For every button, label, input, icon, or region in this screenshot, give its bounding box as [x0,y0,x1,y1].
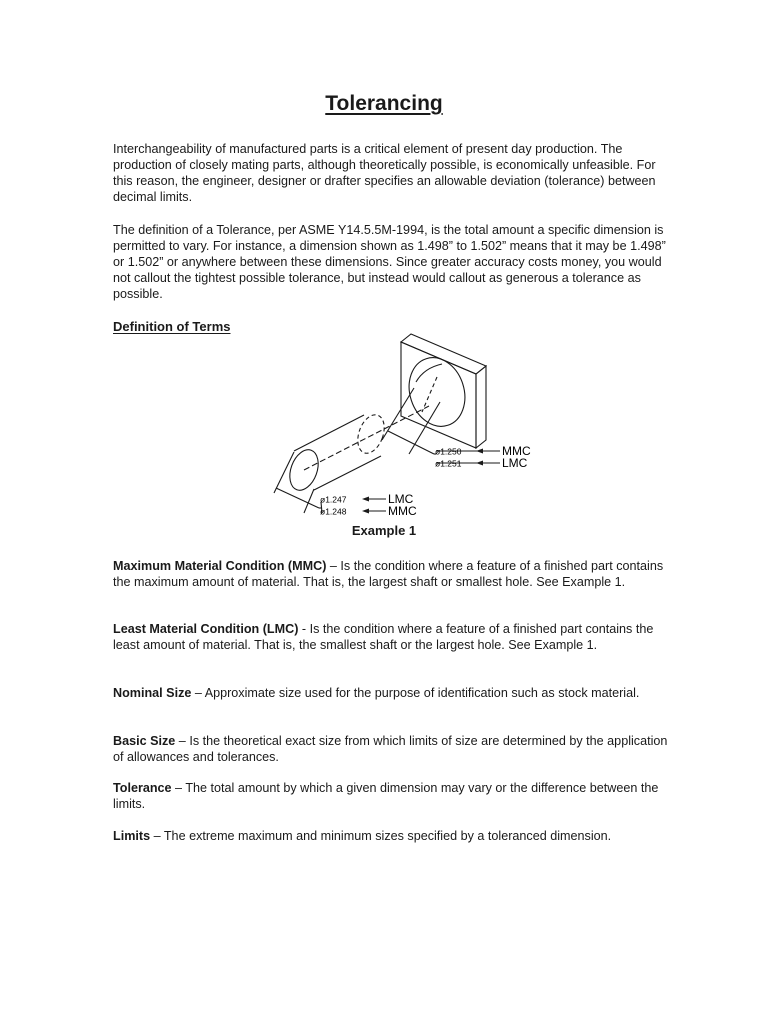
term-lmc-name: Least Material Condition (LMC) [113,622,299,636]
section-heading-definitions: Definition of Terms [113,319,231,334]
term-limits-name: Limits [113,829,151,843]
term-nominal-size-definition: – Approximate size used for the purpose of identification such as stock material. [191,686,640,700]
term-basic-size-definition: – Is the theoretical exact size from which limits of size are determined by the application of allowances and tolerances. [113,734,668,764]
leader-arrows [366,451,500,511]
term-basic-size-name: Basic Size [113,734,176,748]
hole-dim-2-value: ø1.251 [435,458,462,469]
plate-block [401,334,486,448]
shaft-dim-1-value: ø1.247 [320,494,347,505]
term-mmc-definition: – Is the condition where a feature of a finished part contains the maximum amount of material. That is, the largest shaft or smallest hole. See Example 1. [113,559,664,589]
shaft-dim-2-label: MMC [388,504,417,518]
shaft-dim-1-label: LMC [388,492,414,506]
hole-dim-2-label: LMC [502,456,528,470]
shaft-hole-illustration [264,330,554,530]
intro-paragraph-1: Interchangeability of manufactured parts is a critical element of present day production. The production of closely mating parts, although theoretically possible, is economically unfeasible. For this reason, the engineer, designer or drafter specifies an allowable deviation (tolerance) between decimal limits. [113,142,656,204]
term-limits [113,828,673,844]
term-tolerance-name: Tolerance [113,781,172,795]
tolerance-example-figure [264,330,554,530]
term-basic-size [113,733,673,765]
term-limits-definition: – The extreme maximum and minimum sizes specified by a toleranced dimension. [150,829,612,843]
term-lmc [113,621,673,653]
term-mmc [113,558,673,590]
intro-paragraph-2: The definition of a Tolerance, per ASME Y14.5.5M-1994, is the total amount a specific dimension is permitted to vary. For instance, a dimension shown as 1.498” to 1.502” means that it may be 1.498” or 1.502” or anywhere between these dimensions. Since greater accuracy costs money, you would not callout the tightest possible tolerance, but instead would callout as generous a tolerance as possible. [113,223,666,301]
page-title: Tolerancing [325,92,443,115]
hole-dim-1-label: MMC [502,444,531,458]
term-mmc-name: Maximum Material Condition (MMC) [113,559,327,573]
term-nominal-size [113,685,673,701]
shaft-dimension-lines [274,452,322,513]
shaft-dim-2-value: ø1.248 [320,506,347,517]
term-tolerance [113,780,673,812]
term-tolerance-definition: – The total amount by which a given dimension may vary or the difference between the limits. [113,781,659,811]
term-lmc-definition: - Is the condition where a feature of a finished part contains the least amount of material. That is, the smallest shaft or the largest hole. See Example 1. [113,622,654,652]
figure-caption: Example 1 [351,523,417,538]
hole-dim-1-value: ø1.250 [435,446,462,457]
term-nominal-size-name: Nominal Size [113,686,192,700]
